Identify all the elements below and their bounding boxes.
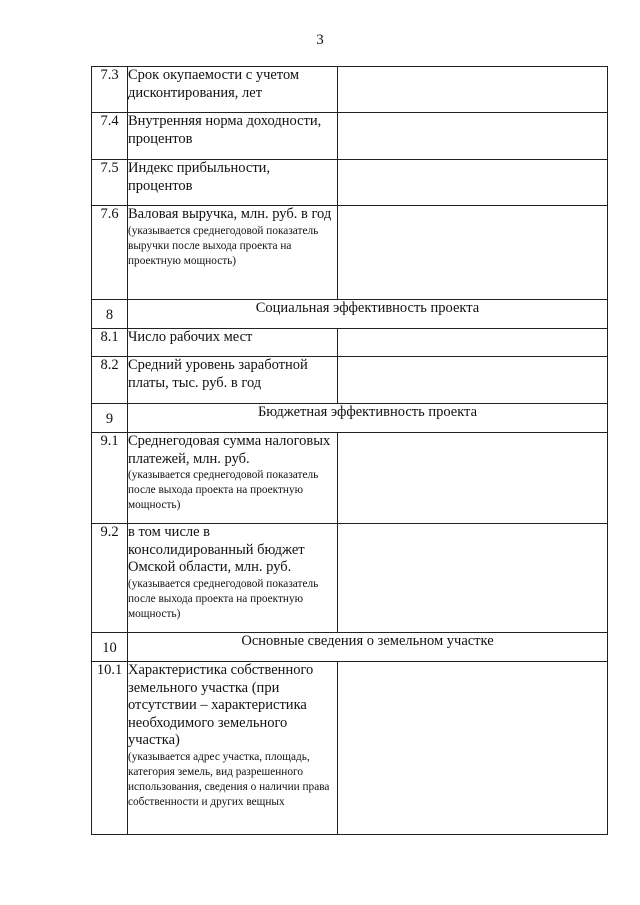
row-label-cell	[128, 160, 338, 206]
row-label: Средний уровень заработной платы, тыс. руб. в год	[128, 357, 308, 391]
row-number: 9.1	[92, 433, 128, 524]
section-row	[92, 633, 608, 662]
table-row	[92, 206, 608, 300]
row-label: Число рабочих мест	[128, 329, 253, 345]
row-number: 7.4	[92, 113, 128, 160]
row-note: (указывается среднегодовой показатель после выхода проекта на проектную мощность)	[128, 577, 319, 620]
row-label: Характеристика собственного земельного участка (при отсутствии – характеристика необходимого земельного участка)	[128, 662, 314, 748]
row-note: (указывается адрес участка, площадь, категория земель, вид разрешенного использования, сведения о наличии права собственности и других вещных	[128, 750, 330, 808]
table-row	[92, 433, 608, 524]
investment-project-table	[91, 66, 608, 835]
value-cell[interactable]	[338, 433, 608, 524]
value-cell[interactable]	[338, 357, 608, 404]
value-cell[interactable]	[338, 524, 608, 633]
value-cell[interactable]	[338, 113, 608, 160]
section-number: 9	[92, 404, 128, 433]
section-number: 8	[92, 300, 128, 329]
row-label-cell	[128, 433, 338, 524]
table-row	[92, 113, 608, 160]
row-number: 7.3	[92, 67, 128, 113]
table-row	[92, 524, 608, 633]
row-label: Внутренняя норма доходности, процентов	[128, 113, 322, 147]
row-label-cell	[128, 67, 338, 113]
table-row	[92, 662, 608, 835]
table-row	[92, 67, 608, 113]
value-cell[interactable]	[338, 67, 608, 113]
row-number: 7.5	[92, 160, 128, 206]
table-row	[92, 160, 608, 206]
section-title: Социальная эффективность проекта	[128, 300, 608, 329]
row-number: 7.6	[92, 206, 128, 300]
row-label: в том числе в консолидированный бюджет Омской области, млн. руб.	[128, 524, 305, 575]
section-title: Бюджетная эффективность проекта	[128, 404, 608, 433]
section-row	[92, 300, 608, 329]
row-number: 10.1	[92, 662, 128, 835]
row-number: 8.2	[92, 357, 128, 404]
table-row	[92, 329, 608, 357]
row-label: Валовая выручка, млн. руб. в год	[128, 206, 332, 222]
row-label-cell	[128, 357, 338, 404]
row-label: Индекс прибыльности, процентов	[128, 160, 271, 194]
row-number: 9.2	[92, 524, 128, 633]
row-label-cell	[128, 524, 338, 633]
section-title: Основные сведения о земельном участке	[128, 633, 608, 662]
row-number: 8.1	[92, 329, 128, 357]
row-label: Среднегодовая сумма налоговых платежей, млн. руб.	[128, 433, 331, 467]
row-label-cell	[128, 329, 338, 357]
row-label-cell	[128, 206, 338, 300]
value-cell[interactable]	[338, 662, 608, 835]
row-label-cell	[128, 662, 338, 835]
value-cell[interactable]	[338, 329, 608, 357]
value-cell[interactable]	[338, 206, 608, 300]
section-row	[92, 404, 608, 433]
table-row	[92, 357, 608, 404]
row-note: (указывается среднегодовой показатель после выхода проекта на проектную мощность)	[128, 469, 319, 511]
row-label-cell	[128, 113, 338, 160]
row-label: Срок окупаемости с учетом дисконтирования, лет	[128, 67, 300, 101]
section-number: 10	[92, 633, 128, 662]
row-note: (указывается среднегодовой показатель выручки после выхода проекта на проектную мощность)	[128, 224, 319, 267]
page-number: 3	[316, 32, 324, 48]
value-cell[interactable]	[338, 160, 608, 206]
